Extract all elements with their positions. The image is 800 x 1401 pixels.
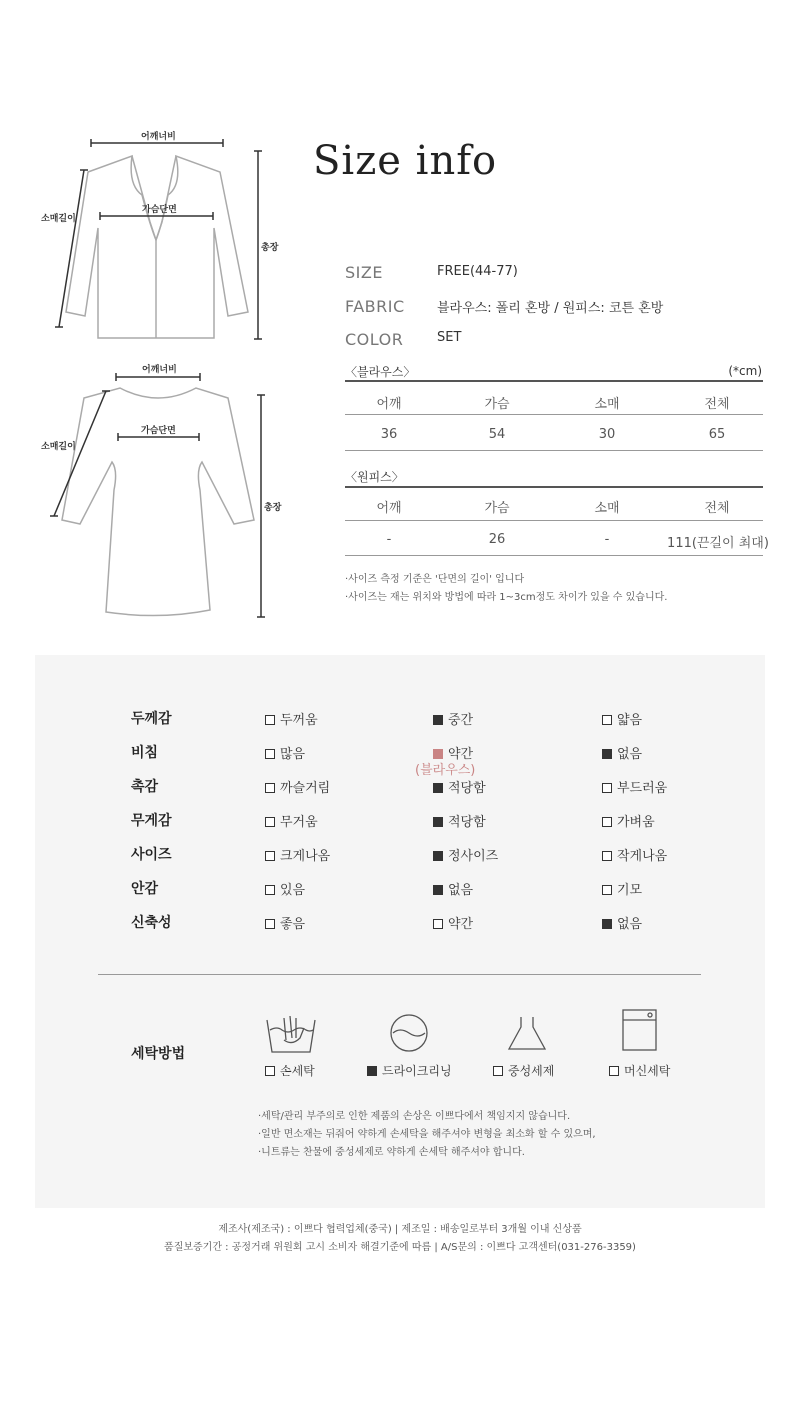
page-title: Size info	[313, 138, 498, 184]
option-label: 없음	[448, 883, 474, 898]
divider	[345, 450, 763, 451]
option-label: 까슬거림	[280, 781, 331, 796]
checkbox-checked-icon	[602, 749, 612, 759]
checkbox-checked-icon	[602, 919, 612, 929]
blouse-sleeve-label: 소매길이	[41, 214, 76, 224]
option-label: 무거움	[280, 815, 318, 830]
info-value-fabric: 블라우스: 폴리 혼방 / 원피스: 코튼 혼방	[437, 301, 664, 316]
checkbox-icon	[602, 783, 612, 793]
property-label: 촉감	[131, 779, 159, 795]
option-label: 중간	[448, 713, 474, 728]
table-header: 가슴	[484, 501, 510, 516]
neutral-detergent-icon	[505, 1013, 550, 1055]
property-option	[265, 879, 305, 898]
table-cell: -	[386, 532, 392, 547]
divider	[345, 486, 763, 488]
checkbox-icon	[265, 1066, 275, 1076]
property-label: 사이즈	[131, 847, 172, 863]
table-header: 어깨	[376, 501, 402, 516]
option-label: 적당함	[448, 781, 486, 796]
property-option	[433, 879, 473, 898]
blouse-chest-label: 가슴단면	[142, 205, 177, 215]
property-option	[265, 743, 305, 762]
option-label: 없음	[617, 747, 643, 762]
washing-label: 세탁방법	[131, 1046, 186, 1062]
footer-line: 품질보증기간 : 공정거래 위원회 고시 소비자 해결기준에 따름 | A/S문의 : 이쁘다 고객센터(031-276-3359)	[164, 1242, 636, 1253]
checkbox-checked-icon	[433, 783, 443, 793]
option-label: 약간	[448, 747, 474, 762]
size-note: ·사이즈는 재는 위치와 방법에 따라 1~3cm정도 차이가 있을 수 있습니다.	[345, 592, 668, 603]
divider	[345, 414, 763, 415]
table-caption: 〈원피스〉	[345, 470, 404, 484]
care-note: ·세탁/관리 부주의로 인한 제품의 손상은 이쁘다에서 책임지지 않습니다.	[258, 1111, 571, 1122]
wash-option-dry: 드라이크리닝	[367, 1062, 452, 1079]
info-value-color: SET	[437, 330, 462, 345]
table-caption: 〈블라우스〉	[345, 365, 416, 379]
checkbox-icon	[265, 817, 275, 827]
table-header: 어깨	[376, 397, 402, 412]
property-option	[265, 913, 305, 932]
property-label: 신축성	[131, 915, 172, 931]
table-cell: 36	[380, 427, 398, 442]
table-cell: -	[604, 532, 610, 547]
option-label: 적당함	[448, 815, 486, 830]
property-option	[602, 743, 642, 762]
divider	[345, 380, 763, 382]
size-note: ·사이즈 측정 기준은 '단면의 길이' 입니다	[345, 574, 525, 585]
care-note: ·일반 면소재는 뒤줘어 약하게 손세탁을 해주셔야 변형을 최소화 할 수 있으며,	[258, 1129, 596, 1140]
checkbox-icon	[265, 749, 275, 759]
checkbox-icon	[265, 919, 275, 929]
checkbox-checked-icon	[433, 851, 443, 861]
option-label: 정사이즈	[448, 849, 499, 864]
property-option	[602, 811, 655, 830]
option-sublabel: (블라우스)	[415, 763, 476, 778]
footer-line: 제조사(제조국) : 이쁘다 협력업체(중국) | 제조일 : 배송일로부터 3개월 이내 신상품	[218, 1224, 582, 1235]
property-option	[265, 777, 330, 796]
option-label: 약간	[448, 917, 474, 932]
table-cell: 26	[488, 532, 506, 547]
option-label: 많음	[280, 747, 306, 762]
property-option	[433, 777, 486, 796]
checkbox-icon	[602, 817, 612, 827]
table-cell: 54	[488, 427, 506, 442]
property-label: 안감	[131, 881, 159, 897]
info-key-size: SIZE	[345, 263, 383, 282]
checkbox-icon	[265, 715, 275, 725]
checkbox-checked-icon	[433, 715, 443, 725]
checkbox-icon	[602, 851, 612, 861]
property-option	[433, 709, 473, 728]
info-key-fabric: FABRIC	[345, 297, 405, 316]
checkbox-checked-icon	[433, 817, 443, 827]
checkbox-icon	[602, 715, 612, 725]
property-option	[265, 811, 318, 830]
table-cell: 111(끈길이 최대)	[667, 536, 769, 551]
option-label: 얇음	[617, 713, 643, 728]
checkbox-icon	[265, 783, 275, 793]
info-value-size: FREE(44-77)	[437, 264, 518, 279]
property-option	[602, 777, 667, 796]
dress-shoulder-label: 어깨너비	[142, 365, 177, 375]
checkbox-icon	[265, 851, 275, 861]
property-label: 두께감	[131, 711, 172, 727]
property-option	[602, 913, 642, 932]
checkbox-icon	[602, 885, 612, 895]
wash-option-hand: 손세탁	[265, 1062, 315, 1079]
option-label: 가벼움	[617, 815, 655, 830]
checkbox-icon	[265, 885, 275, 895]
property-option	[433, 845, 498, 864]
property-option	[265, 845, 330, 864]
info-key-color: COLOR	[345, 330, 404, 349]
property-option	[265, 709, 318, 728]
table-header: 소매	[594, 501, 620, 516]
washing-machine-icon	[620, 1008, 660, 1053]
checkbox-icon	[609, 1066, 619, 1076]
option-label: 작게나옴	[617, 849, 668, 864]
table-header: 전체	[704, 397, 730, 412]
property-option	[433, 811, 486, 830]
option-label: 없음	[617, 917, 643, 932]
divider	[345, 555, 763, 556]
option-label: 부드러움	[617, 781, 668, 796]
property-option	[602, 879, 642, 898]
property-option	[433, 913, 473, 932]
wash-option-neutral: 중성세제	[493, 1062, 554, 1079]
property-option	[602, 709, 642, 728]
blouse-shoulder-label: 어깨너비	[141, 132, 176, 142]
care-note: ·니트류는 찬물에 중성세제로 약하게 손세탁 해주셔야 합니다.	[258, 1147, 525, 1158]
property-label: 비침	[131, 745, 159, 761]
checkbox-checked-icon	[433, 885, 443, 895]
dry-clean-icon	[388, 1011, 433, 1056]
property-label: 무게감	[131, 813, 172, 829]
option-label: 좋음	[280, 917, 306, 932]
hand-wash-icon	[262, 1010, 322, 1055]
checkbox-icon	[493, 1066, 503, 1076]
option-label: 있음	[280, 883, 306, 898]
option-label: 두꺼움	[280, 713, 318, 728]
table-unit: (*cm)	[728, 364, 762, 378]
table-header: 가슴	[484, 397, 510, 412]
table-header: 전체	[704, 501, 730, 516]
panel-divider	[98, 974, 701, 975]
property-option	[602, 845, 667, 864]
option-label: 크게나옴	[280, 849, 331, 864]
dress-sleeve-label: 소매길이	[41, 442, 76, 452]
dress-length-label: 총장	[264, 503, 282, 513]
divider	[345, 520, 763, 521]
blouse-sketch	[66, 156, 248, 338]
option-label: 기모	[617, 883, 643, 898]
garment-sketches	[0, 0, 310, 640]
dress-chest-label: 가슴단면	[141, 426, 176, 436]
checkbox-icon	[433, 919, 443, 929]
table-header: 소매	[594, 397, 620, 412]
wash-option-machine: 머신세탁	[609, 1062, 670, 1079]
table-cell: 30	[598, 427, 616, 442]
blouse-length-label: 총장	[261, 243, 279, 253]
checkbox-checked-icon	[433, 749, 443, 759]
checkbox-checked-icon	[367, 1066, 377, 1076]
table-cell: 65	[708, 427, 726, 442]
